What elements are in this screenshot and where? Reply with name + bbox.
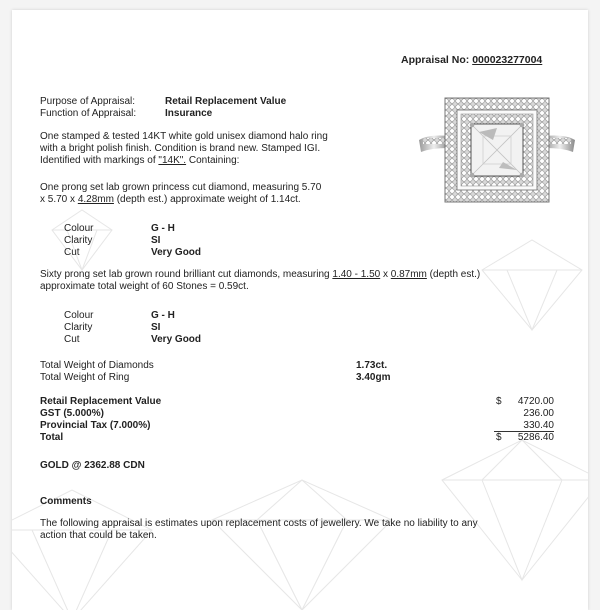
currency-sign: $ bbox=[496, 432, 502, 443]
diamonds-weight-label: Total Weight of Diamonds bbox=[40, 360, 154, 371]
function-label: Function of Appraisal: bbox=[40, 108, 137, 119]
function-value: Insurance bbox=[165, 108, 213, 119]
grade-label: Cut bbox=[64, 247, 80, 258]
purpose-value: Retail Replacement Value bbox=[165, 96, 287, 107]
grade-value: Very Good bbox=[151, 334, 202, 345]
markings-value: "14K". bbox=[158, 155, 187, 166]
side-stones-text: Sixty prong set lab grown round brilliant cut diamonds, measuring bbox=[40, 269, 330, 280]
price-amount: 236.00 bbox=[523, 408, 554, 419]
currency-sign: $ bbox=[496, 396, 502, 407]
grade-value: G - H bbox=[151, 310, 175, 321]
ring-weight-label: Total Weight of Ring bbox=[40, 372, 130, 383]
purpose-label: Purpose of Appraisal: bbox=[40, 96, 136, 107]
ring-image bbox=[419, 92, 575, 208]
side-depth-value: 0.87mm bbox=[390, 269, 427, 280]
center-stone-line-1: One prong set lab grown princess cut diamond, measuring 5.70 bbox=[40, 182, 322, 193]
description-line-2: with a bright polish finish. Condition is brand new. Stamped IGI. bbox=[40, 143, 321, 154]
grade-value: Very Good bbox=[151, 247, 202, 258]
containing-text: Containing: bbox=[188, 155, 240, 166]
description-line-3 bbox=[40, 155, 239, 167]
size-range-value: 1.40 - 1.50 bbox=[332, 269, 381, 280]
grade-value: SI bbox=[151, 235, 161, 246]
dimensions-text: x 5.70 x bbox=[40, 194, 76, 205]
appraisal-document bbox=[12, 10, 588, 610]
price-amount: 330.40 bbox=[523, 420, 554, 431]
price-amount: 4720.00 bbox=[517, 396, 554, 407]
price-label: Provincial Tax (7.000%) bbox=[40, 420, 151, 431]
markings-text: Identified with markings of bbox=[40, 155, 156, 166]
gold-price: GOLD @ 2362.88 CDN bbox=[40, 460, 145, 471]
depth-est-text: (depth est.) bbox=[429, 269, 481, 280]
grade-label: Clarity bbox=[64, 322, 93, 333]
grade-value: SI bbox=[151, 322, 161, 333]
price-label: Total bbox=[40, 432, 64, 443]
side-stones-line-1 bbox=[40, 269, 480, 281]
grade-label: Cut bbox=[64, 334, 80, 345]
comments-line-1: The following appraisal is estimates upon replacement costs of jewellery. We take no liability to any bbox=[40, 518, 478, 529]
grade-label: Clarity bbox=[64, 235, 93, 246]
center-stone-line-2 bbox=[40, 194, 301, 206]
price-label: Retail Replacement Value bbox=[40, 396, 162, 407]
times-sign: x bbox=[382, 269, 388, 280]
depth-value: 4.28mm bbox=[77, 194, 114, 205]
description-line-1: One stamped & tested 14KT white gold unisex diamond halo ring bbox=[40, 131, 328, 142]
appraisal-number-line bbox=[401, 54, 542, 66]
subtotal-rule bbox=[494, 431, 554, 432]
price-amount: 5286.40 bbox=[517, 432, 554, 443]
comments-line-2: action that could be taken. bbox=[40, 530, 157, 541]
appraisal-number-label: Appraisal No: bbox=[401, 54, 470, 66]
comments-heading: Comments bbox=[40, 496, 92, 507]
grade-label: Colour bbox=[64, 310, 94, 321]
weight-text: (depth est.) approximate weight of 1.14ct. bbox=[116, 194, 301, 205]
price-label: GST (5.000%) bbox=[40, 408, 104, 419]
ring-weight-value: 3.40gm bbox=[356, 372, 391, 383]
grade-label: Colour bbox=[64, 223, 94, 234]
side-stones-line-2: approximate total weight of 60 Stones = 0.59ct. bbox=[40, 281, 249, 292]
appraisal-number-value: 000023277004 bbox=[472, 54, 543, 66]
diamonds-weight-value: 1.73ct. bbox=[356, 360, 388, 371]
grade-value: G - H bbox=[151, 223, 175, 234]
